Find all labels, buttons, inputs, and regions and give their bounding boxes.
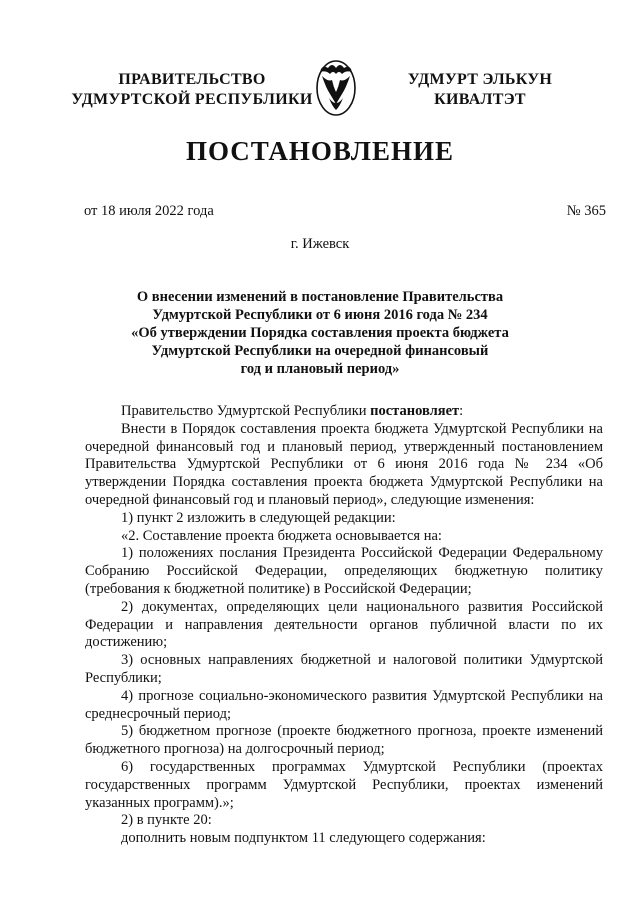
document-type-heading: ПОСТАНОВЛЕНИЕ: [185, 136, 455, 166]
body-paragraph: 5) бюджетном прогнозе (проекте бюджетного прогноза, проекте изменений бюджетного прогноза) на долгосрочный период;: [85, 723, 603, 758]
body-paragraph: 1) пункт 2 изложить в следующей редакции:: [121, 509, 396, 526]
body-paragraph: Внести в Порядок составления проекта бюджета Удмуртской Республики на очередной финансовый год и плановый период, утвержденный постановлением Правительства Удмуртской Республики от 6 июня 2016 года № 234 «Об утверждении Порядка составления проекта бюджета Удмуртской Республики на очередной финансовый год и плановый период», следующие изменения:: [85, 420, 603, 508]
body-paragraph: 1) положениях послания Президента Российской Федерации Федеральному Собранию Российской Федерации, определяющих бюджетную политику (требования к бюджетной политике) в Российской Федерации;: [85, 545, 603, 597]
body-paragraph: 6) государственных программах Удмуртской Республики (проектах государственных программ Удмуртской Республики, проектах изменений указанных программ).»;: [85, 758, 603, 811]
resolution-intro: [85, 403, 603, 421]
body-paragraph: 2) в пункте 20:: [121, 812, 212, 829]
body-paragraph: 2) документах, определяющих цели национального развития Российской Федерации и направления деятельности органов публичной власти по их достижению;: [85, 598, 603, 651]
org-name-udmurt: [360, 70, 600, 110]
document-title: [120, 288, 520, 378]
title-line: О внесении изменений в постановление Правительства: [136, 289, 504, 305]
udmurt-emblem-icon: [312, 58, 360, 118]
intro-text: Правительство Удмуртской Республики: [121, 403, 371, 419]
title-line: Удмуртской Республики от 6 июня 2016 года № 234: [152, 307, 488, 323]
intro-colon: :: [459, 403, 464, 419]
document-number: № 365: [566, 203, 606, 219]
document-body: [85, 403, 603, 848]
body-paragraph: 4) прогнозе социально-экономического развития Удмуртской Республики на среднесрочный период;: [85, 687, 603, 722]
org-name-russian: [62, 70, 322, 110]
title-line: год и плановый период»: [240, 361, 400, 377]
org-name-line: ПРАВИТЕЛЬСТВО: [118, 71, 266, 88]
org-name-line: КИВАЛТЭТ: [434, 91, 526, 108]
document-city: г. Ижевск: [290, 236, 350, 252]
body-paragraph: дополнить новым подпунктом 11 следующего содержания:: [121, 830, 486, 847]
intro-verb: постановляет: [370, 403, 460, 419]
title-line: Удмуртской Республики на очередной финансовый: [151, 343, 489, 359]
document-date: от 18 июля 2022 года: [84, 203, 214, 219]
org-name-line: УДМУРТ ЭЛЬКУН: [407, 71, 553, 88]
title-line: «Об утверждении Порядка составления проекта бюджета: [131, 325, 509, 341]
body-paragraph: 3) основных направлениях бюджетной и налоговой политики Удмуртской Республики;: [85, 652, 603, 686]
org-name-line: УДМУРТСКОЙ РЕСПУБЛИКИ: [71, 91, 313, 108]
body-paragraph: «2. Составление проекта бюджета основывается на:: [121, 527, 442, 544]
